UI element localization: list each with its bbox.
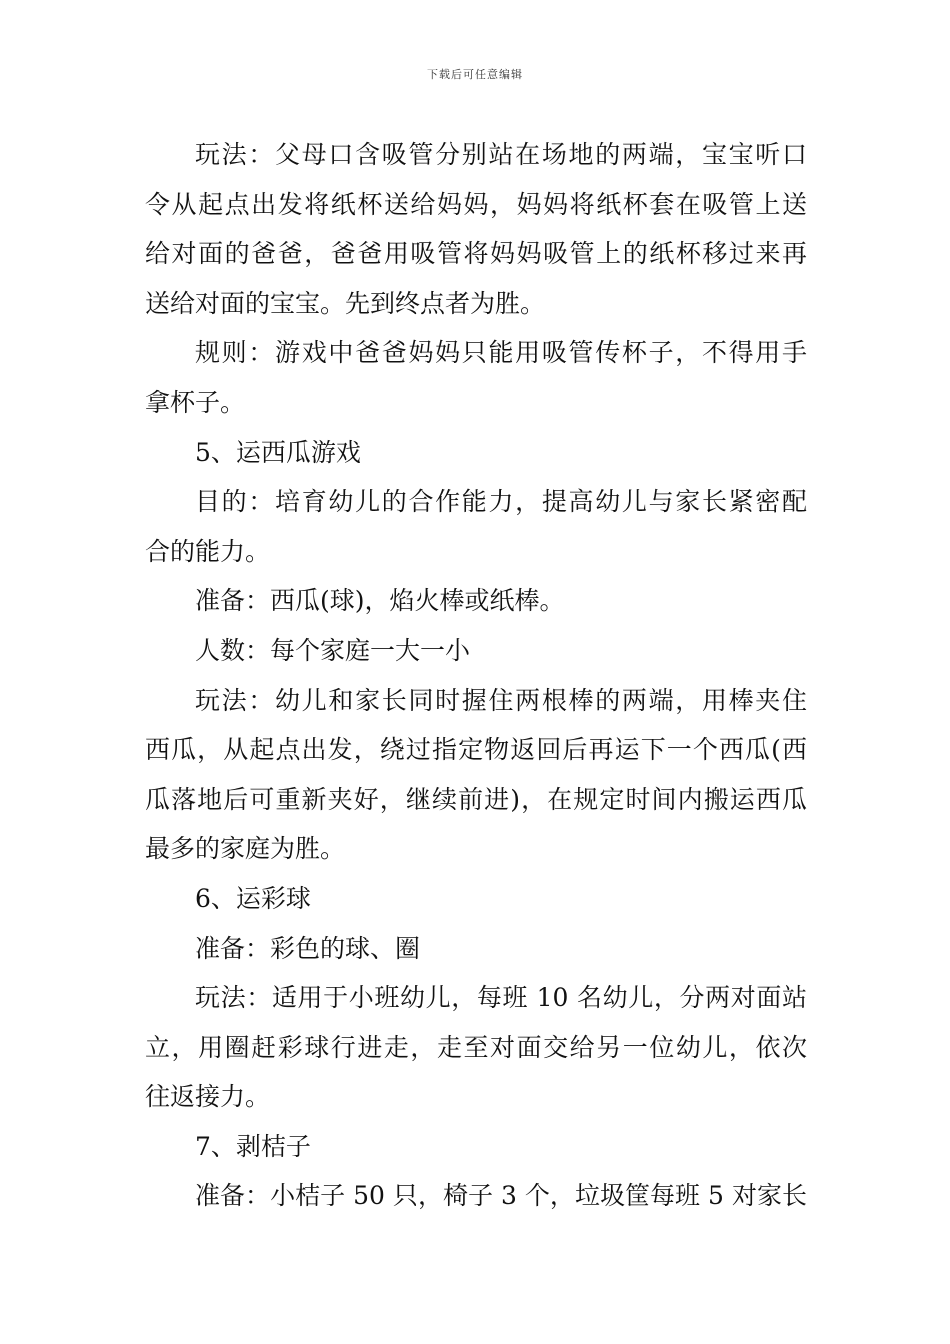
text-line: 给对面的爸爸，爸爸用吸管将妈妈吸管上的纸杯移过来再 [145, 239, 807, 269]
text-line: 规则：游戏中爸爸妈妈只能用吸管传杯子，不得用手 [195, 338, 807, 368]
text-line: 玩法：父母口含吸管分别站在场地的两端，宝宝听口 [195, 140, 807, 169]
text-line: 人数：每个家庭一大一小 [195, 635, 471, 665]
text-line: 5、运西瓜游戏 [195, 437, 361, 467]
text-line: 6、运彩球 [195, 883, 311, 913]
text-line: 西瓜，从起点出发，绕过指定物返回后再运下一个西瓜(西 [145, 735, 807, 765]
text-line: 令从起点出发将纸杯送给妈妈，妈妈将纸杯套在吸管上送 [145, 189, 807, 219]
text-line: 7、剥桔子 [195, 1131, 311, 1161]
text-line: 瓜落地后可重新夹好，继续前进)，在规定时间内搬运西瓜 [145, 784, 807, 814]
text-line: 送给对面的宝宝。先到终点者为胜。 [145, 288, 546, 318]
text-line: 往返接力。 [145, 1082, 271, 1112]
text-line: 最多的家庭为胜。 [145, 834, 346, 864]
text-line: 玩法：幼儿和家长同时握住两根棒的两端，用棒夹住 [195, 685, 807, 715]
text-line: 玩法：适用于小班幼儿，每班 10 名幼儿，分两对面站 [195, 983, 807, 1013]
text-line: 准备：小桔子 50 只，椅子 3 个，垃圾筐每班 5 对家长 [195, 1181, 807, 1211]
page-header: 下载后可任意编辑 [427, 68, 523, 81]
document-body [145, 130, 807, 1221]
text-line: 目的：培育幼儿的合作能力，提高幼儿与家长紧密配 [195, 487, 807, 517]
text-line: 拿杯子。 [145, 387, 246, 417]
text-line: 合的能力。 [145, 536, 271, 566]
text-line: 立，用圈赶彩球行进走，走至对面交给另一位幼儿，依次 [145, 1032, 807, 1062]
text-line: 准备：西瓜(球)，焰火棒或纸棒。 [195, 586, 565, 616]
text-line: 准备：彩色的球、圈 [195, 933, 421, 963]
